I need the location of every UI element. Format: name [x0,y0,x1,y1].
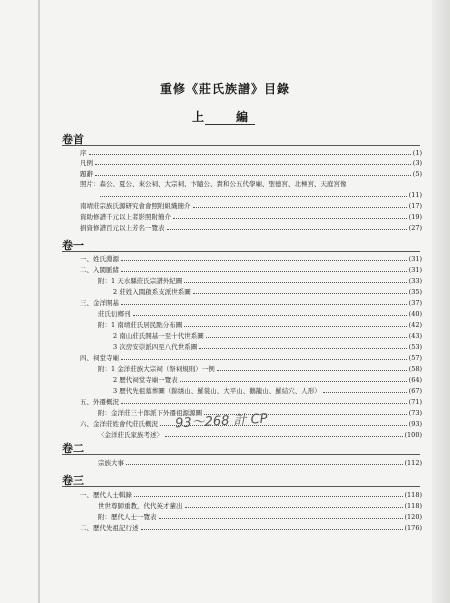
section-heading-juan2: 卷二 [62,442,84,455]
section-heading-juanshou: 卷首 [62,133,84,146]
toc-entry: 序 (1) [80,149,422,157]
toc-entry: 宗族大事 (112) [98,459,422,467]
toc-entry: 3 歷代先祖墓葬圖（錦綉山、羅裳山、大平山、鵝籠山、羅結穴、人形） (67) [113,387,422,395]
volume-title: 上 編 [191,110,258,124]
toc-entry: 2 歷代祠堂寺廟一覽表 (64) [113,376,422,384]
toc-entry: 附：1 天水縣莊氏宗譜外紀圖 (33) [98,277,422,285]
page-title: 重修《莊氏族譜》目錄 [159,82,290,96]
section-rule [62,486,420,487]
toc-entry: 〈金洋莊氏家族考述〉 (100) [98,431,422,439]
volume-underline [205,124,255,125]
toc-entry: 五、外遷概況 (71) [80,398,422,406]
toc-entry: 二、歷代先祖記行述 (176) [80,524,422,532]
section-heading-juan3: 卷三 [62,474,84,487]
section-rule [62,251,420,252]
section-rule [62,454,420,455]
toc-entry: 照片：森公、夏公、來公祠、大宗祠、卞隨公、貴和公五代學廟、聖德宮、北極宮、天庭宮像 [80,180,347,188]
toc-entry: 3 次房安崇派四至八代世系圖 (53) [113,343,422,351]
toc-entry: 南靖莊宗族氏源研究會會照附組織簡介 (17) [80,202,422,210]
toc-entry: (11) [98,190,422,199]
section-rule [62,145,420,146]
toc-entry: 一、歷代人士輯錄 (118) [80,491,422,499]
toc-entry: 三、金洋開基 (37) [80,299,422,307]
section-heading-juan1: 卷一 [62,239,84,252]
handwritten-note: 93～268 計 CP [174,411,268,432]
toc-entry: 捐資修譜百元以上芳名一覽表 (27) [80,224,422,232]
toc-entry: 資助修譜千元以上者影照附簡介 (19) [80,213,422,221]
toc-entry: 附：歷代人士一覽表 (120) [98,513,422,521]
toc-entry: 附：金洋莊三十郎派下外遷祖源源圖 (73) [98,409,422,417]
toc-entry: 六、金洋莊姓會代莊氏概況 (93) [80,420,422,428]
toc-entry: 2 南山莊氏開基一至十代世系圖 (43) [113,332,422,340]
toc-entry: 世世尊師重教，代代英才輩出 (118) [98,502,422,510]
toc-entry: 莊氏衍鄉刊 (40) [98,310,422,318]
toc-entry: 附：1 南靖莊氏居民點分布圖 (42) [98,321,422,329]
toc-entry: 一、姓氏淵源 (31) [80,255,422,263]
toc-entry: 2 莊姓入閩啟系支派世系圖 (35) [113,288,422,296]
toc-entry: 二、入閩脈緒 (31) [80,266,422,274]
toc-entry: 附：1 金洋莊族大宗祠（祭祠規則）一例 (58) [98,365,422,373]
toc-entry: 四、祠堂寺廟 (57) [80,354,422,362]
toc-entry: 凡例 (3) [80,159,422,167]
toc-entry: 題辭 (5) [80,170,422,178]
